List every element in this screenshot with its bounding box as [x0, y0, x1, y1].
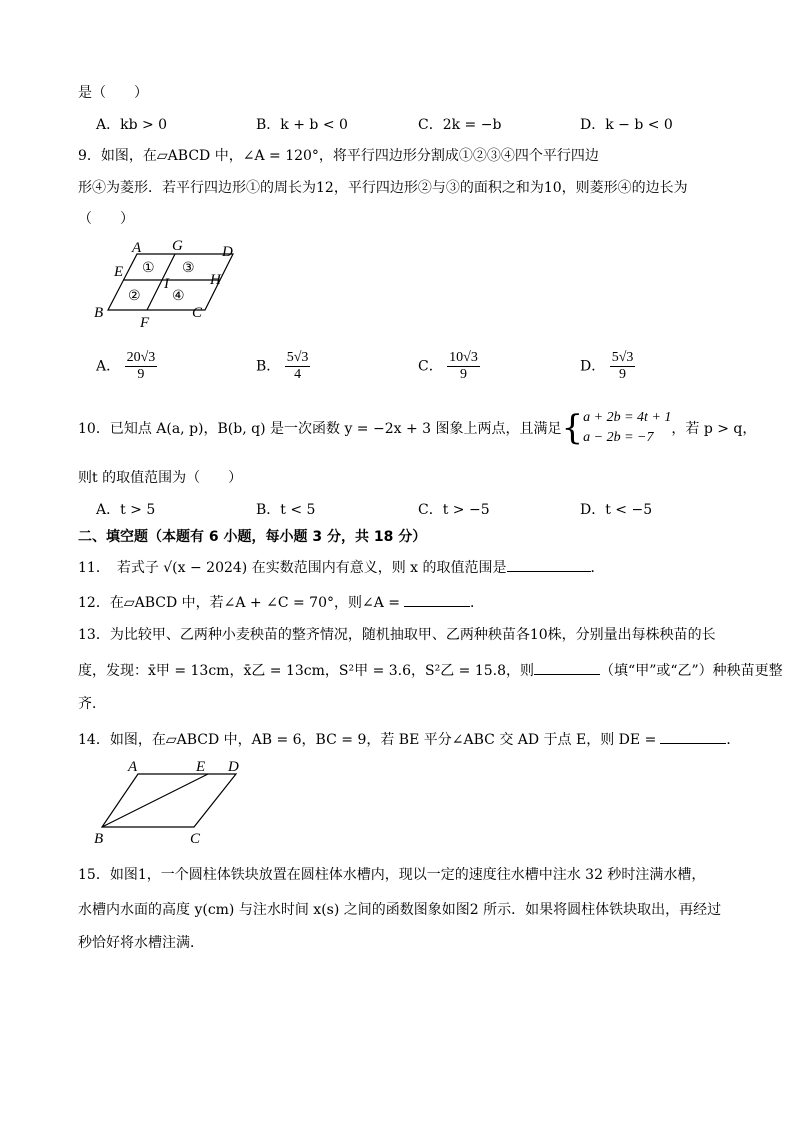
q9-line1: 9．如图，在▱ABCD 中，∠A = 120°，将平行四边形分割成①②③④四个平行四边 — [78, 148, 599, 164]
q9-option-b-num: 5√3 — [286, 350, 309, 365]
q9-parallelogram-figure — [88, 238, 248, 330]
q10-eq2: a − 2b = −7 — [583, 430, 654, 445]
q13-line2-text: 度，发现：x̄甲 = 13cm，x̄乙 = 13cm，S²甲 = 3.6，S²乙 = 15.8，则 — [78, 663, 535, 679]
label-b: B — [94, 831, 104, 847]
q9-option-c-den: 9 — [460, 367, 468, 382]
q11-end: ． — [590, 560, 605, 576]
q9-option-c[interactable] — [418, 350, 480, 383]
q11-text: 11． 若式子 √(x − 2024) 在实数范围内有意义，则 x 的取值范围是 — [78, 560, 507, 576]
label-e: E — [114, 264, 124, 280]
label-c: C — [190, 831, 201, 847]
q14-parallelogram-figure — [88, 756, 258, 848]
q9-option-b-fraction — [285, 350, 311, 383]
q10-option-b[interactable]: B．t < 5 — [256, 502, 316, 518]
q11-answer-blank[interactable] — [507, 557, 591, 572]
q11 — [78, 557, 605, 577]
q9-option-d-num: 5√3 — [611, 350, 634, 365]
q12-end: ． — [470, 595, 485, 611]
q9-option-b-letter: B． — [256, 358, 281, 375]
q10-option-c[interactable]: C．t > −5 — [418, 502, 490, 518]
q8-option-d[interactable]: D．k − b < 0 — [580, 117, 673, 133]
q12-answer-blank[interactable] — [404, 592, 470, 607]
q8-option-a[interactable]: A．kb > 0 — [96, 117, 168, 133]
q10-line1-post: ，若 p > q， — [671, 421, 757, 437]
label-d: D — [228, 759, 239, 775]
label-a: A — [132, 240, 142, 256]
label-i: I — [164, 276, 169, 292]
q15-line2: 水槽内水面的高度 y(cm) 与注水时间 x(s) 之间的函数图象如图2 所示．如果将圆柱体铁块取出，再经过 — [78, 902, 722, 918]
q9-option-b[interactable] — [256, 350, 310, 383]
label-d: D — [222, 244, 233, 260]
q9-option-a-num: 20√3 — [126, 350, 156, 365]
label-h: H — [210, 272, 221, 288]
region-3: ③ — [182, 260, 195, 276]
label-e: E — [196, 759, 206, 775]
q10-option-d[interactable]: D．t < −5 — [580, 502, 653, 518]
q10-line1 — [78, 408, 756, 448]
q8-option-c[interactable]: C．2k = −b — [418, 117, 502, 133]
q10-system — [583, 408, 671, 448]
label-a: A — [128, 759, 138, 775]
label-c: C — [192, 305, 203, 321]
q9-option-d[interactable] — [580, 350, 635, 383]
q9-option-a[interactable] — [96, 350, 157, 383]
q8-tail: 是（ ） — [78, 85, 148, 101]
q14-text: 14．如图，在▱ABCD 中，AB = 6，BC = 9，若 BE 平分∠ABC 交 AD 于点 E，则 DE = — [78, 732, 657, 748]
q13-line2-end: （填“甲”或“乙”）种秧苗更整 — [600, 663, 783, 679]
q9-line3: （ ） — [78, 211, 134, 227]
q13-line3: 齐． — [78, 696, 106, 712]
q15-line1: 15．如图1，一个圆柱体铁块放置在圆柱体水槽内，现以一定的速度往水槽中注水 32 秒时注满水槽， — [78, 867, 706, 883]
q9-option-c-fraction — [447, 350, 480, 383]
q9-option-d-letter: D． — [580, 358, 606, 375]
q9-option-a-den: 9 — [137, 367, 145, 382]
q13-line1: 13．为比较甲、乙两种小麦秧苗的整齐情况，随机抽取甲、乙两种秧苗各10株，分别量出每株秧苗的长 — [78, 627, 716, 643]
q9-line2: 形④为菱形．若平行四边形①的周长为12，平行四边形②与③的面积之和为10，则菱形④的边长为 — [78, 180, 688, 196]
q9-option-c-num: 10√3 — [449, 350, 478, 365]
q12-text: 12．在▱ABCD 中，若∠A + ∠C = 70°，则∠A = — [78, 595, 401, 611]
label-b: B — [94, 305, 104, 321]
region-1: ① — [142, 260, 155, 276]
q12 — [78, 592, 484, 612]
q9-option-d-fraction — [610, 350, 636, 383]
region-2: ② — [128, 288, 141, 304]
system-brace: { — [561, 408, 584, 448]
region-4: ④ — [172, 288, 185, 304]
q13-line2 — [78, 660, 783, 680]
q10-option-a[interactable]: A．t > 5 — [96, 502, 156, 518]
section-2-heading: 二、填空题（本题有 6 小题，每小题 3 分，共 18 分） — [78, 529, 427, 545]
q9-option-b-den: 4 — [294, 367, 302, 382]
q9-option-a-fraction — [125, 350, 158, 383]
q9-option-a-letter: A． — [96, 358, 121, 375]
q14-end: ． — [726, 732, 741, 748]
label-g: G — [172, 238, 183, 254]
q10-eq1: a + 2b = 4t + 1 — [583, 410, 672, 425]
q13-answer-blank[interactable] — [534, 660, 600, 675]
q9-option-c-letter: C． — [418, 358, 443, 375]
q9-option-d-den: 9 — [619, 367, 627, 382]
q10-line1-pre: 10．已知点 A(a, p)，B(b, q) 是一次函数 y = −2x + 3 图象上两点，且满足 — [78, 421, 562, 437]
label-f: F — [140, 315, 150, 330]
q15-line3: 秒恰好将水槽注满． — [78, 935, 204, 951]
q14-answer-blank[interactable] — [660, 729, 726, 744]
q14 — [78, 729, 740, 749]
q8-option-b[interactable]: B．k + b < 0 — [256, 117, 348, 133]
q10-line2: 则t 的取值范围为（ ） — [78, 470, 243, 486]
